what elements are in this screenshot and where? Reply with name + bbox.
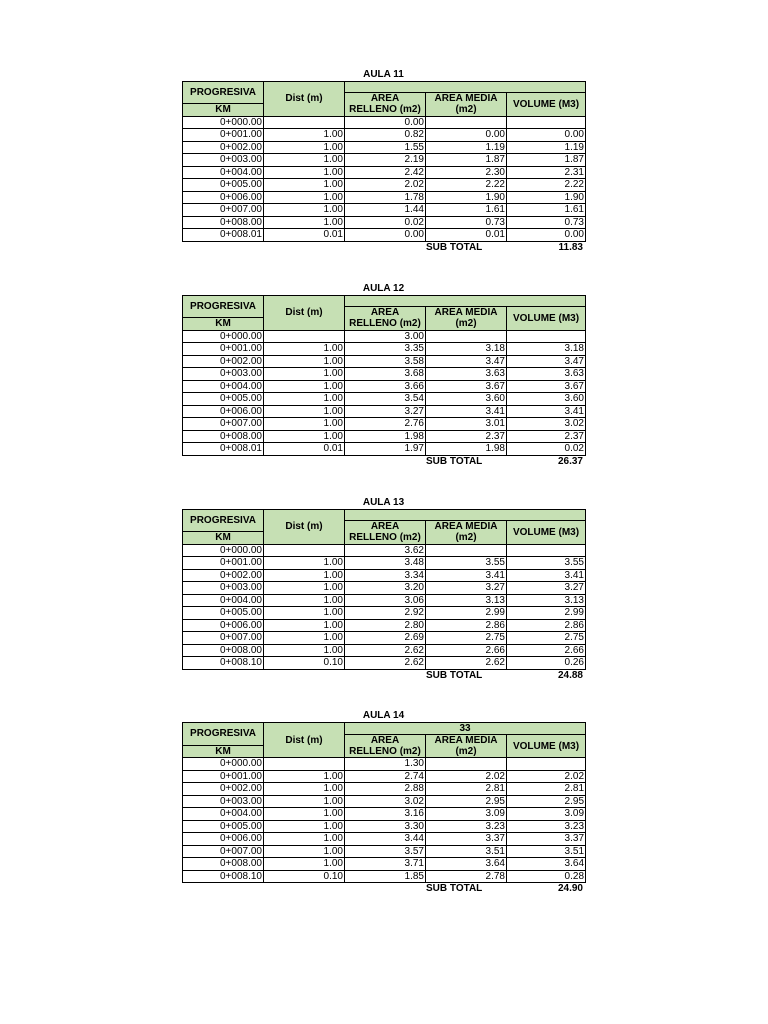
table-row [183,229,586,242]
cell-area: 3.34 [345,569,426,582]
cell-area: 2.02 [345,179,426,192]
cell-volume: 3.55 [507,557,586,570]
cell-area-media: 0.73 [426,216,507,229]
table-row [183,619,586,632]
cell-progresiva: 0+004.00 [183,166,264,179]
cell-area-media: 3.09 [426,808,507,821]
cell-area-media: 2.66 [426,644,507,657]
cell-dist: 1.00 [264,393,345,406]
table-row [183,141,586,154]
cell-area: 2.42 [345,166,426,179]
cell-area: 3.71 [345,858,426,871]
cell-volume: 2.86 [507,619,586,632]
cell-dist: 1.00 [264,582,345,595]
cell-dist: 1.00 [264,368,345,381]
cell-dist: 1.00 [264,594,345,607]
cell-volume [507,758,586,771]
cell-dist: 1.00 [264,607,345,620]
cell-dist: 1.00 [264,820,345,833]
table-section [182,710,585,895]
cell-area-media: 0.00 [426,129,507,142]
subtotal-value: 26.37 [557,455,583,467]
cell-progresiva: 0+000.00 [183,544,264,557]
header-progresiva: PROGRESIVA [183,510,264,532]
table-row [183,368,586,381]
cell-volume: 3.63 [507,368,586,381]
cell-volume: 0.00 [507,229,586,242]
cell-area: 3.54 [345,393,426,406]
cell-area-media: 3.55 [426,557,507,570]
cell-progresiva: 0+005.00 [183,393,264,406]
table-row [183,644,586,657]
cell-progresiva: 0+004.00 [183,594,264,607]
header-dist: Dist (m) [264,510,345,545]
cell-area-media: 2.62 [426,657,507,670]
cell-area: 3.48 [345,557,426,570]
cell-volume: 2.99 [507,607,586,620]
cell-progresiva: 0+007.00 [183,845,264,858]
cell-progresiva: 0+006.00 [183,619,264,632]
table-section [182,69,585,254]
cell-volume: 0.26 [507,657,586,670]
table-row [183,833,586,846]
header-area-media: AREA MEDIA (m2) [426,93,507,117]
cell-progresiva: 0+002.00 [183,783,264,796]
cell-dist: 1.00 [264,619,345,632]
cell-progresiva: 0+003.00 [183,795,264,808]
cell-volume: 3.27 [507,582,586,595]
cell-area-media: 2.81 [426,783,507,796]
cell-dist: 1.00 [264,154,345,167]
cell-area: 3.06 [345,594,426,607]
header-km: KM [183,104,264,117]
cell-dist: 1.00 [264,845,345,858]
cell-area: 2.80 [345,619,426,632]
table-row [183,380,586,393]
cell-dist: 1.00 [264,770,345,783]
cell-progresiva: 0+000.00 [183,116,264,129]
cell-area: 1.98 [345,430,426,443]
cell-progresiva: 0+007.00 [183,204,264,217]
table-row [183,569,586,582]
cell-area: 3.16 [345,808,426,821]
cell-progresiva: 0+005.00 [183,179,264,192]
cell-area-media: 3.47 [426,355,507,368]
cell-dist: 0.10 [264,657,345,670]
cell-dist: 1.00 [264,343,345,356]
header-volume: VOLUME (M3) [507,521,586,545]
cell-area-media [426,330,507,343]
table-row [183,116,586,129]
cell-progresiva: 0+002.00 [183,569,264,582]
header-note [345,510,586,521]
cell-dist: 1.00 [264,833,345,846]
cell-area-media: 3.51 [426,845,507,858]
header-area: AREA RELLENO (m2) [345,521,426,545]
cell-dist: 1.00 [264,783,345,796]
cell-dist: 1.00 [264,129,345,142]
cell-volume: 1.87 [507,154,586,167]
header-progresiva: PROGRESIVA [183,296,264,318]
cell-area-media: 2.78 [426,870,507,883]
table-row [183,191,586,204]
cell-volume [507,330,586,343]
data-table [182,509,586,670]
header-area-media: AREA MEDIA (m2) [426,307,507,331]
cell-volume: 2.37 [507,430,586,443]
cell-progresiva: 0+008.00 [183,644,264,657]
table-section [182,497,585,682]
cell-volume: 3.37 [507,833,586,846]
cell-progresiva: 0+006.00 [183,405,264,418]
table-row [183,758,586,771]
cell-dist [264,758,345,771]
table-row [183,557,586,570]
cell-dist: 0.01 [264,443,345,456]
cell-area: 2.69 [345,632,426,645]
cell-area: 2.76 [345,418,426,431]
cell-volume: 3.67 [507,380,586,393]
cell-area: 3.68 [345,368,426,381]
cell-progresiva: 0+001.00 [183,129,264,142]
header-volume: VOLUME (M3) [507,307,586,331]
table-row [183,430,586,443]
table-section [182,283,585,468]
cell-area-media: 3.01 [426,418,507,431]
subtotal-label: SUB TOTAL [426,883,483,894]
cell-progresiva: 0+000.00 [183,758,264,771]
data-table [182,722,586,883]
subtotal-label: SUB TOTAL [426,669,483,681]
cell-area-media: 1.90 [426,191,507,204]
cell-area-media: 2.86 [426,619,507,632]
cell-area-media: 2.22 [426,179,507,192]
cell-dist: 1.00 [264,632,345,645]
cell-progresiva: 0+001.00 [183,343,264,356]
cell-area: 1.97 [345,443,426,456]
cell-progresiva: 0+008.01 [183,229,264,242]
subtotal-row [182,670,585,682]
table-row [183,166,586,179]
header-km: KM [183,532,264,545]
header-km: KM [183,318,264,331]
cell-area-media: 3.13 [426,594,507,607]
cell-volume: 1.19 [507,141,586,154]
cell-dist: 1.00 [264,380,345,393]
table-row [183,443,586,456]
cell-area: 3.30 [345,820,426,833]
table-row [183,204,586,217]
subtotal-value: 24.90 [557,883,583,894]
table-row [183,594,586,607]
table-row [183,343,586,356]
cell-area: 0.82 [345,129,426,142]
cell-area-media: 1.61 [426,204,507,217]
cell-progresiva: 0+004.00 [183,808,264,821]
header-progresiva: PROGRESIVA [183,82,264,104]
cell-progresiva: 0+005.00 [183,607,264,620]
subtotal-label: SUB TOTAL [426,241,483,253]
header-area: AREA RELLENO (m2) [345,93,426,117]
cell-area-media: 2.30 [426,166,507,179]
cell-volume: 3.13 [507,594,586,607]
cell-progresiva: 0+002.00 [183,141,264,154]
data-table [182,295,586,456]
cell-area: 2.62 [345,644,426,657]
cell-dist: 1.00 [264,166,345,179]
cell-area-media [426,544,507,557]
header-dist: Dist (m) [264,723,345,758]
cell-volume: 3.41 [507,569,586,582]
subtotal-row [182,456,585,468]
cell-area-media: 3.41 [426,569,507,582]
table-row [183,795,586,808]
cell-volume: 3.41 [507,405,586,418]
table-row [183,129,586,142]
table-row [183,544,586,557]
data-table [182,81,586,242]
cell-progresiva: 0+007.00 [183,632,264,645]
cell-volume: 3.09 [507,808,586,821]
header-km: KM [183,745,264,758]
header-note [345,82,586,93]
cell-area: 0.00 [345,229,426,242]
table-row [183,330,586,343]
table-row [183,820,586,833]
cell-area: 2.74 [345,770,426,783]
cell-dist: 1.00 [264,569,345,582]
cell-progresiva: 0+008.01 [183,443,264,456]
cell-progresiva: 0+007.00 [183,418,264,431]
cell-area-media: 1.19 [426,141,507,154]
cell-area-media: 0.01 [426,229,507,242]
table-title: AULA 14 [362,710,405,721]
cell-area-media: 3.37 [426,833,507,846]
cell-progresiva: 0+004.00 [183,380,264,393]
subtotal-value: 24.88 [557,669,583,681]
table-row [183,858,586,871]
cell-volume: 1.90 [507,191,586,204]
cell-area: 3.02 [345,795,426,808]
cell-area-media: 2.37 [426,430,507,443]
cell-area: 3.27 [345,405,426,418]
table-row [183,783,586,796]
cell-area: 3.58 [345,355,426,368]
cell-volume: 2.02 [507,770,586,783]
table-row [183,418,586,431]
cell-volume: 0.00 [507,129,586,142]
cell-progresiva: 0+003.00 [183,582,264,595]
cell-area-media: 3.67 [426,380,507,393]
subtotal-row [182,883,585,895]
header-note: 33 [345,723,586,735]
cell-dist [264,116,345,129]
cell-area-media: 3.18 [426,343,507,356]
table-title: AULA 11 [363,69,404,80]
cell-area: 3.44 [345,833,426,846]
cell-progresiva: 0+003.00 [183,368,264,381]
cell-volume: 1.61 [507,204,586,217]
table-row [183,657,586,670]
cell-area: 3.57 [345,845,426,858]
cell-progresiva: 0+003.00 [183,154,264,167]
cell-volume [507,116,586,129]
cell-progresiva: 0+008.00 [183,858,264,871]
cell-volume: 2.95 [507,795,586,808]
cell-dist: 1.00 [264,644,345,657]
cell-dist: 1.00 [264,216,345,229]
table-row [183,405,586,418]
cell-volume: 2.22 [507,179,586,192]
cell-volume: 2.31 [507,166,586,179]
cell-progresiva: 0+008.00 [183,430,264,443]
cell-volume: 3.51 [507,845,586,858]
cell-volume: 3.64 [507,858,586,871]
cell-progresiva: 0+001.00 [183,770,264,783]
table-row [183,632,586,645]
cell-dist: 1.00 [264,141,345,154]
cell-area-media: 1.87 [426,154,507,167]
header-area-media: AREA MEDIA (m2) [426,735,507,758]
cell-area-media: 2.02 [426,770,507,783]
cell-area: 0.02 [345,216,426,229]
cell-area-media [426,116,507,129]
table-row [183,355,586,368]
cell-volume: 3.60 [507,393,586,406]
cell-progresiva: 0+005.00 [183,820,264,833]
cell-dist: 1.00 [264,430,345,443]
cell-progresiva: 0+000.00 [183,330,264,343]
table-row [183,216,586,229]
cell-volume: 2.66 [507,644,586,657]
cell-area: 1.44 [345,204,426,217]
table-row [183,770,586,783]
cell-area: 1.55 [345,141,426,154]
cell-progresiva: 0+006.00 [183,833,264,846]
cell-dist [264,330,345,343]
cell-area-media: 1.98 [426,443,507,456]
cell-area-media: 3.64 [426,858,507,871]
cell-area: 0.00 [345,116,426,129]
cell-volume: 2.81 [507,783,586,796]
cell-area: 1.30 [345,758,426,771]
subtotal-row [182,242,585,254]
cell-area-media: 2.95 [426,795,507,808]
cell-area: 3.35 [345,343,426,356]
header-volume: VOLUME (M3) [507,735,586,758]
table-row [183,179,586,192]
table-row [183,393,586,406]
cell-volume: 3.23 [507,820,586,833]
cell-dist: 1.00 [264,418,345,431]
header-dist: Dist (m) [264,296,345,331]
subtotal-value: 11.83 [558,241,583,253]
cell-area-media: 2.99 [426,607,507,620]
cell-area: 2.19 [345,154,426,167]
cell-volume: 0.02 [507,443,586,456]
cell-area: 1.78 [345,191,426,204]
cell-volume: 2.75 [507,632,586,645]
cell-area: 1.85 [345,870,426,883]
cell-volume: 3.02 [507,418,586,431]
cell-area: 2.62 [345,657,426,670]
cell-area: 3.62 [345,544,426,557]
cell-volume [507,544,586,557]
header-dist: Dist (m) [264,82,345,117]
cell-area: 3.66 [345,380,426,393]
cell-dist: 1.00 [264,204,345,217]
header-area: AREA RELLENO (m2) [345,307,426,331]
table-title: AULA 13 [362,497,405,508]
cell-dist: 1.00 [264,808,345,821]
cell-area-media: 3.27 [426,582,507,595]
cell-progresiva: 0+006.00 [183,191,264,204]
cell-dist: 1.00 [264,858,345,871]
cell-area-media [426,758,507,771]
cell-dist [264,544,345,557]
cell-volume: 3.18 [507,343,586,356]
cell-area-media: 2.75 [426,632,507,645]
cell-progresiva: 0+008.10 [183,870,264,883]
header-area-media: AREA MEDIA (m2) [426,521,507,545]
cell-dist: 1.00 [264,557,345,570]
header-volume: VOLUME (M3) [507,93,586,117]
cell-area: 2.92 [345,607,426,620]
cell-area: 2.88 [345,783,426,796]
cell-dist: 1.00 [264,191,345,204]
header-area: AREA RELLENO (m2) [345,735,426,758]
cell-area: 3.20 [345,582,426,595]
cell-area-media: 3.63 [426,368,507,381]
cell-volume: 3.47 [507,355,586,368]
cell-volume: 0.73 [507,216,586,229]
cell-dist: 0.01 [264,229,345,242]
header-note [345,296,586,307]
table-row [183,582,586,595]
table-row [183,845,586,858]
header-progresiva: PROGRESIVA [183,723,264,746]
cell-dist: 1.00 [264,179,345,192]
cell-progresiva: 0+002.00 [183,355,264,368]
table-row [183,154,586,167]
cell-area-media: 3.23 [426,820,507,833]
cell-area: 3.00 [345,330,426,343]
table-title: AULA 12 [362,283,405,294]
cell-progresiva: 0+001.00 [183,557,264,570]
subtotal-label: SUB TOTAL [426,455,483,467]
cell-progresiva: 0+008.00 [183,216,264,229]
cell-area-media: 3.60 [426,393,507,406]
cell-dist: 1.00 [264,405,345,418]
cell-dist: 1.00 [264,355,345,368]
table-row [183,607,586,620]
cell-dist: 1.00 [264,795,345,808]
table-row [183,808,586,821]
cell-dist: 0.10 [264,870,345,883]
cell-progresiva: 0+008.10 [183,657,264,670]
table-row [183,870,586,883]
cell-area-media: 3.41 [426,405,507,418]
cell-volume: 0.28 [507,870,586,883]
